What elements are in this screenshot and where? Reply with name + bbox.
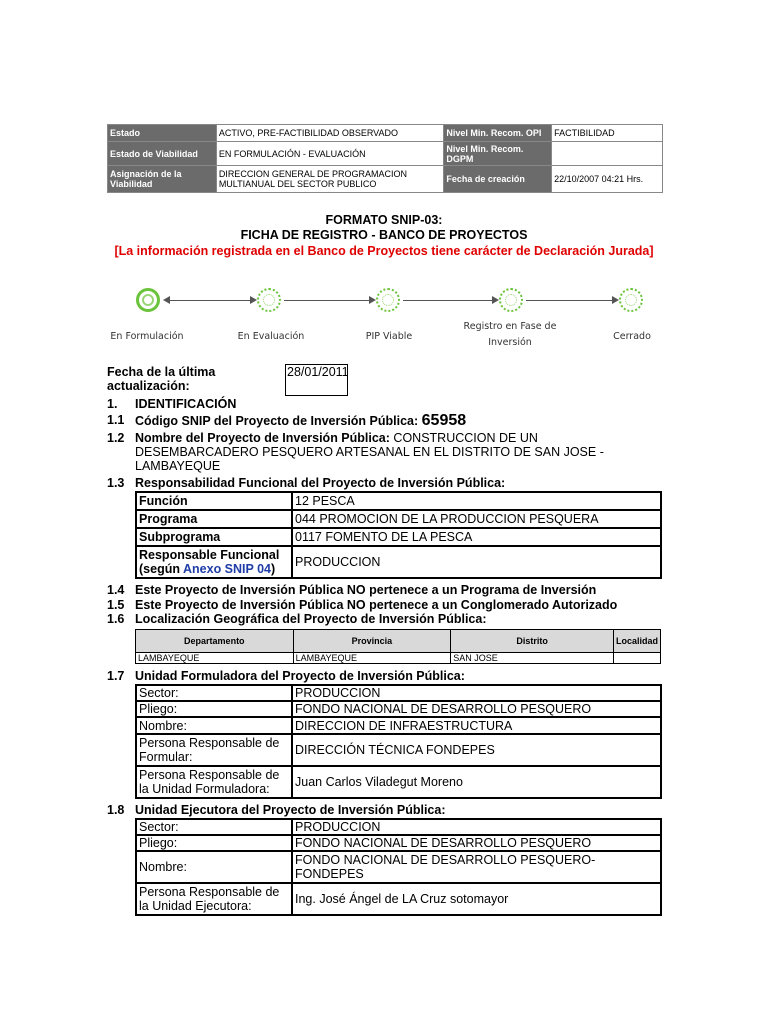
section-number: 1.5 xyxy=(107,598,125,612)
cell-provincia: LAMBAYEQUE xyxy=(293,653,451,664)
cell-localidad xyxy=(613,653,660,664)
anexo-snip-link[interactable]: Anexo SNIP 04 xyxy=(183,562,272,576)
stage-label: En Formulación xyxy=(110,331,184,342)
stage-circle-icon xyxy=(376,288,400,312)
arrow-right-icon xyxy=(612,296,619,304)
section-number: 1.8 xyxy=(107,803,125,817)
viabilidad-label: Estado de Viabilidad xyxy=(108,142,217,166)
arrow-right-icon xyxy=(250,296,257,304)
nivel-opi-label: Nivel Min. Recom. OPI xyxy=(444,125,552,142)
section-number: 1.4 xyxy=(107,583,125,597)
section-number: 1. xyxy=(107,397,118,411)
stage-label: Cerrado xyxy=(613,331,651,342)
localizacion-table xyxy=(135,629,661,664)
connector-line xyxy=(168,300,250,301)
subprograma-value: 0117 FOMENTO DE LA PESCA xyxy=(292,528,661,546)
col-distrito: Distrito xyxy=(451,630,614,653)
uf-persona-unidad-value: Juan Carlos Viladegut Moreno xyxy=(292,766,661,798)
declaration-notice: [La información registrada en el Banco de Proyectos tiene carácter de Declaración Jurada] xyxy=(114,244,654,258)
col-provincia: Provincia xyxy=(293,630,451,653)
programa-label: Programa xyxy=(136,510,292,528)
fecha-creacion-value: 22/10/2007 04:21 Hrs. xyxy=(552,166,663,193)
codigo-label: Código SNIP del Proyecto de Inversión Pública: xyxy=(135,414,419,428)
nivel-dgpm-value xyxy=(552,142,663,166)
nivel-opi-value: FACTIBILIDAD xyxy=(552,125,663,142)
uf-persona-unidad-label: Persona Responsable de la Unidad Formuladora: xyxy=(136,766,292,798)
form-subtitle: FICHA DE REGISTRO - BANCO DE PROYECTOS xyxy=(240,228,528,242)
subprograma-label: Subprograma xyxy=(136,528,292,546)
section-number: 1.1 xyxy=(107,413,125,427)
responsable-label-prefix: (según xyxy=(139,562,180,576)
stage-circle-active-icon xyxy=(136,288,160,312)
funcion-value: 12 PESCA xyxy=(292,492,661,510)
programa-value: 044 PROMOCION DE LA PRODUCCION PESQUERA xyxy=(292,510,661,528)
section-number: 1.2 xyxy=(107,431,125,445)
funcion-label: Función xyxy=(136,492,292,510)
ue-nombre-value: FONDO NACIONAL DE DESARROLLO PESQUERO-FONDEPES xyxy=(292,851,661,883)
last-update-label: Fecha de la última actualización: xyxy=(107,365,216,393)
connector-line xyxy=(403,300,492,301)
section-number: 1.6 xyxy=(107,612,125,626)
table-row xyxy=(136,653,661,664)
estado-label: Estado xyxy=(108,125,217,142)
section-number: 1.3 xyxy=(107,476,125,490)
uf-pliego-value: FONDO NACIONAL DE DESARROLLO PESQUERO xyxy=(292,701,661,717)
ue-pliego-value: FONDO NACIONAL DE DESARROLLO PESQUERO xyxy=(292,835,661,851)
ue-nombre-label: Nombre: xyxy=(136,851,292,883)
uf-sector-value: PRODUCCION xyxy=(292,685,661,701)
stage-label: En Evaluación xyxy=(237,331,305,342)
nombre-proyecto-label: Nombre del Proyecto de Inversión Pública: xyxy=(135,431,390,445)
responsabilidad-title: Responsabilidad Funcional del Proyecto de Inversión Pública: xyxy=(135,476,506,490)
conglomerado-note: Este Proyecto de Inversión Pública NO pertenece a un Conglomerado Autorizado xyxy=(135,598,618,612)
localizacion-title: Localización Geográfica del Proyecto de Inversión Pública: xyxy=(135,612,487,626)
uf-nombre-value: DIRECCION DE INFRAESTRUCTURA xyxy=(292,717,661,734)
ue-sector-label: Sector: xyxy=(136,819,292,835)
uf-sector-label: Sector: xyxy=(136,685,292,701)
stage-circle-icon xyxy=(499,288,523,312)
responsabilidad-table xyxy=(135,491,662,579)
uf-persona-label: Persona Responsable de Formular: xyxy=(136,734,292,766)
cell-distrito: SAN JOSE xyxy=(451,653,614,664)
ue-sector-value: PRODUCCION xyxy=(292,819,661,835)
stage-label: PIP Viable xyxy=(365,331,413,342)
fecha-creacion-label: Fecha de creación xyxy=(444,166,552,193)
uf-pliego-label: Pliego: xyxy=(136,701,292,717)
unidad-formuladora-title: Unidad Formuladora del Proyecto de Inversión Pública: xyxy=(135,669,465,683)
unidad-ejecutora-title: Unidad Ejecutora del Proyecto de Inversión Pública: xyxy=(135,803,446,817)
stage-circle-icon xyxy=(257,288,281,312)
stage-circle-icon xyxy=(619,288,643,312)
ue-persona-value: Ing. José Ángel de LA Cruz sotomayor xyxy=(292,883,661,915)
nivel-dgpm-label: Nivel Min. Recom. DGPM xyxy=(444,142,552,166)
form-title: FORMATO SNIP-03: xyxy=(325,213,443,227)
connector-line xyxy=(526,300,612,301)
stage-label: Registro en Fase de Inversión xyxy=(463,321,557,348)
programa-inversion-note: Este Proyecto de Inversión Pública NO pertenece a un Programa de Inversión xyxy=(135,583,597,597)
ue-persona-label: Persona Responsable de la Unidad Ejecutora: xyxy=(136,883,292,915)
section-number: 1.7 xyxy=(107,669,125,683)
unidad-ejecutora-table xyxy=(135,818,662,916)
col-localidad: Localidad xyxy=(613,630,660,653)
cell-departamento: LAMBAYEQUE xyxy=(136,653,294,664)
estado-value: ACTIVO, PRE-FACTIBILIDAD OBSERVADO xyxy=(216,125,444,142)
asignacion-label: Asignación de la Viabilidad xyxy=(108,166,217,193)
responsable-value: PRODUCCION xyxy=(292,546,661,578)
last-update-value: 28/01/2011 xyxy=(285,364,348,396)
ue-pliego-label: Pliego: xyxy=(136,835,292,851)
arrow-right-icon xyxy=(369,296,376,304)
uf-nombre-label: Nombre: xyxy=(136,717,292,734)
arrow-right-icon xyxy=(492,296,499,304)
unidad-formuladora-table xyxy=(135,684,662,799)
viabilidad-value: EN FORMULACIÓN - EVALUACIÓN xyxy=(216,142,444,166)
responsable-label: Responsable Funcional xyxy=(139,548,280,562)
connector-line xyxy=(284,300,370,301)
arrow-left-icon xyxy=(163,296,170,304)
nombre-proyecto-value: CONSTRUCCION DE UN DESEMBARCADERO PESQUERO ARTESANAL EN EL DISTRITO DE SAN JOSE - LAMBAYEQUE xyxy=(135,431,604,473)
uf-persona-value: DIRECCIÓN TÉCNICA FONDEPES xyxy=(292,734,661,766)
responsable-label-suffix: ) xyxy=(271,562,276,576)
status-table xyxy=(107,124,663,193)
asignacion-value: DIRECCION GENERAL DE PROGRAMACION MULTIANUAL DEL SECTOR PUBLICO xyxy=(216,166,444,193)
col-departamento: Departamento xyxy=(136,630,294,653)
section-title: IDENTIFICACIÓN xyxy=(135,397,237,411)
codigo-snip-value: 65958 xyxy=(421,412,467,429)
